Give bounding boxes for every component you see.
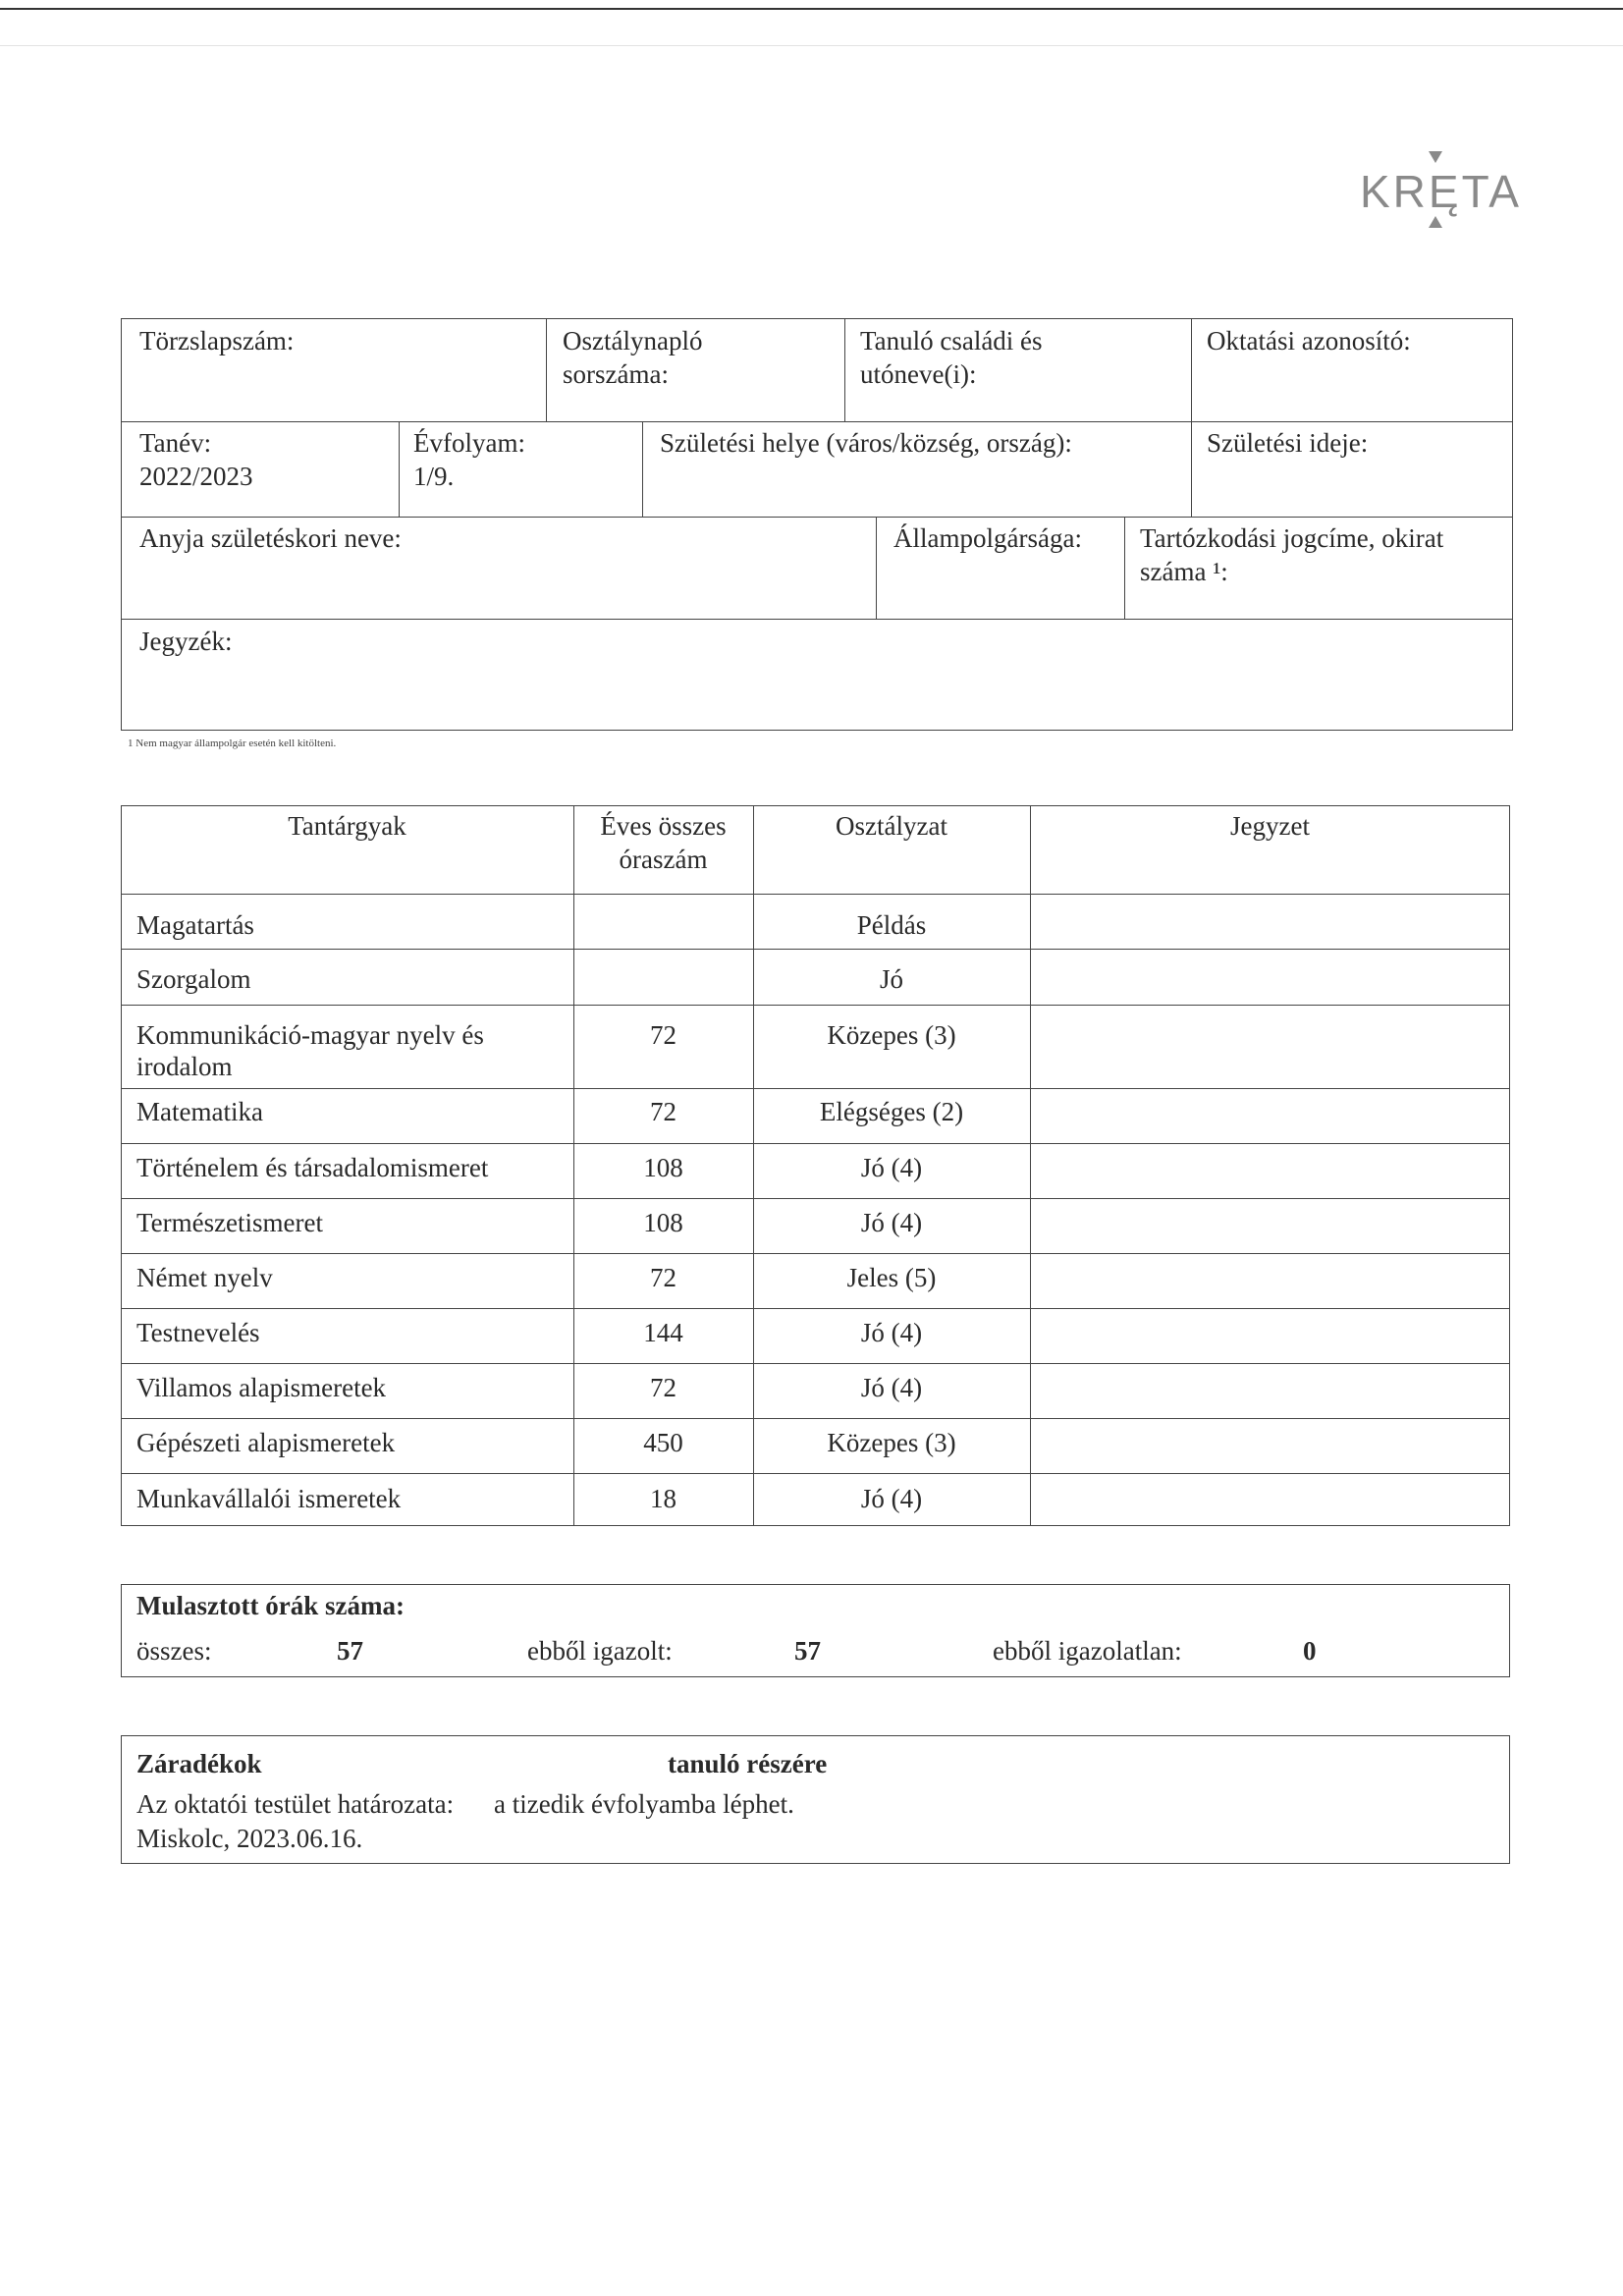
footnote: 1 Nem magyar állampolgár esetén kell kitölteni. — [128, 738, 337, 749]
row-grade: Jó (4) — [860, 1484, 923, 1513]
grades-row-divider — [121, 1363, 1510, 1364]
row-grade: Példás — [856, 910, 927, 940]
clauses-decision-label: Az oktatói testület határozata: — [136, 1789, 455, 1819]
row-grade: Jó (4) — [860, 1318, 923, 1347]
row-grade: Közepes (3) — [827, 1020, 956, 1050]
header-subjects: Tantárgyak — [288, 811, 406, 841]
logo-text: KRĘTA — [1360, 166, 1522, 217]
row-grade: Jó (4) — [860, 1153, 923, 1182]
row-grade: Jó (4) — [860, 1208, 923, 1237]
absences-unjustified-label: ebből igazolatlan: — [993, 1636, 1182, 1666]
row-hours: 72 — [650, 1373, 676, 1402]
grades-row-divider — [121, 1143, 1510, 1144]
tanulo-neve-label-line1: Tanuló családi és — [860, 326, 1043, 355]
kreta-logo — [1360, 147, 1522, 236]
grades-row-divider — [121, 1473, 1510, 1474]
row-hours: 108 — [643, 1153, 683, 1182]
row-subject: Munkavállalói ismeretek — [136, 1484, 402, 1513]
absences-justified-value: 57 — [794, 1636, 821, 1666]
torzslapszam-label: Törzslapszám: — [139, 326, 295, 355]
form-divider-1 — [121, 421, 1513, 422]
header-hours-line2: óraszám — [619, 845, 708, 874]
row-hours: 108 — [643, 1208, 683, 1237]
grades-row-divider — [121, 1198, 1510, 1199]
row-subject: Szorgalom — [136, 964, 251, 994]
form-vline — [876, 517, 877, 619]
osztalynaplo-label-line1: Osztálynapló — [563, 326, 703, 355]
tartozkodasi-label-line2: száma ¹: — [1140, 557, 1228, 586]
row-subject: Matematika — [136, 1097, 263, 1126]
form-vline — [642, 421, 643, 517]
evfolyam-label: Évfolyam: — [413, 428, 525, 458]
clauses-subtitle: tanuló részére — [668, 1749, 828, 1778]
tanev-label: Tanév: — [139, 428, 212, 458]
row-hours: 144 — [643, 1318, 683, 1347]
row-hours: 450 — [643, 1428, 683, 1457]
row-hours: 72 — [650, 1263, 676, 1292]
tartozkodasi-label-line1: Tartózkodási jogcíme, okirat — [1140, 523, 1444, 553]
evfolyam-value: 1/9. — [413, 462, 455, 491]
row-subject: Kommunikáció-magyar nyelv és — [136, 1020, 484, 1050]
absences-total-value: 57 — [337, 1636, 363, 1666]
row-subject: Magatartás — [136, 910, 254, 940]
logo-triangle-up-icon — [1429, 216, 1442, 228]
form-vline — [1124, 517, 1125, 619]
tanev-value: 2022/2023 — [139, 462, 253, 491]
header-note: Jegyzet — [1230, 811, 1310, 841]
grades-row-divider — [121, 1088, 1510, 1089]
absences-total-label: összes: — [136, 1636, 212, 1666]
grades-row-divider — [121, 1308, 1510, 1309]
absences-justified-label: ebből igazolt: — [527, 1636, 673, 1666]
form-vline — [1191, 421, 1192, 517]
grades-row-divider — [121, 1005, 1510, 1006]
szuletesi-ideje-label: Születési ideje: — [1207, 428, 1369, 458]
szuletesi-helye-label: Születési helye (város/község, ország): — [660, 428, 1072, 458]
row-subject: Természetismeret — [136, 1208, 324, 1237]
clauses-title: Záradékok — [136, 1749, 262, 1778]
page-scan-line — [0, 45, 1623, 46]
form-vline — [1191, 318, 1192, 421]
clauses-place-date: Miskolc, 2023.06.16. — [136, 1824, 363, 1853]
absences-title: Mulasztott órák száma: — [136, 1591, 405, 1620]
form-vline — [546, 318, 547, 421]
grades-row-divider — [121, 1418, 1510, 1419]
row-grade: Közepes (3) — [827, 1428, 956, 1457]
row-subject: Német nyelv — [136, 1263, 273, 1292]
row-grade: Jó (4) — [860, 1373, 923, 1402]
row-grade: Elégséges (2) — [819, 1097, 964, 1126]
clauses-decision-value: a tizedik évfolyamba léphet. — [494, 1789, 794, 1819]
row-subject: Gépészeti alapismeretek — [136, 1428, 396, 1457]
anyja-neve-label: Anyja születéskori neve: — [139, 523, 402, 553]
grades-row-divider — [121, 1253, 1510, 1254]
row-grade: Jeles (5) — [846, 1263, 937, 1292]
row-grade: Jó — [879, 964, 903, 994]
row-subject: Történelem és társadalomismeret — [136, 1153, 489, 1182]
row-hours: 18 — [650, 1484, 676, 1513]
oktatasi-azonosito-label: Oktatási azonosító: — [1207, 326, 1411, 355]
osztalynaplo-label-line2: sorszáma: — [563, 359, 669, 389]
form-divider-2 — [121, 517, 1513, 518]
jegyzek-label: Jegyzék: — [139, 627, 233, 656]
tanulo-neve-label-line2: utóneve(i): — [860, 359, 977, 389]
form-vline — [399, 421, 400, 517]
row-subject-line2: irodalom — [136, 1052, 233, 1081]
grades-row-divider — [121, 894, 1510, 895]
row-hours: 72 — [650, 1097, 676, 1126]
absences-unjustified-value: 0 — [1303, 1636, 1317, 1666]
header-grade: Osztályzat — [836, 811, 947, 841]
row-subject: Villamos alapismeretek — [136, 1373, 387, 1402]
form-divider-3 — [121, 619, 1513, 620]
row-hours: 72 — [650, 1020, 676, 1050]
allampolgarsaga-label: Állampolgársága: — [893, 523, 1082, 553]
form-vline — [844, 318, 845, 421]
header-hours-line1: Éves összes — [600, 811, 727, 841]
row-subject: Testnevelés — [136, 1318, 260, 1347]
grades-row-divider — [121, 949, 1510, 950]
logo-triangle-down-icon — [1429, 151, 1442, 163]
page-top-border — [0, 8, 1623, 10]
